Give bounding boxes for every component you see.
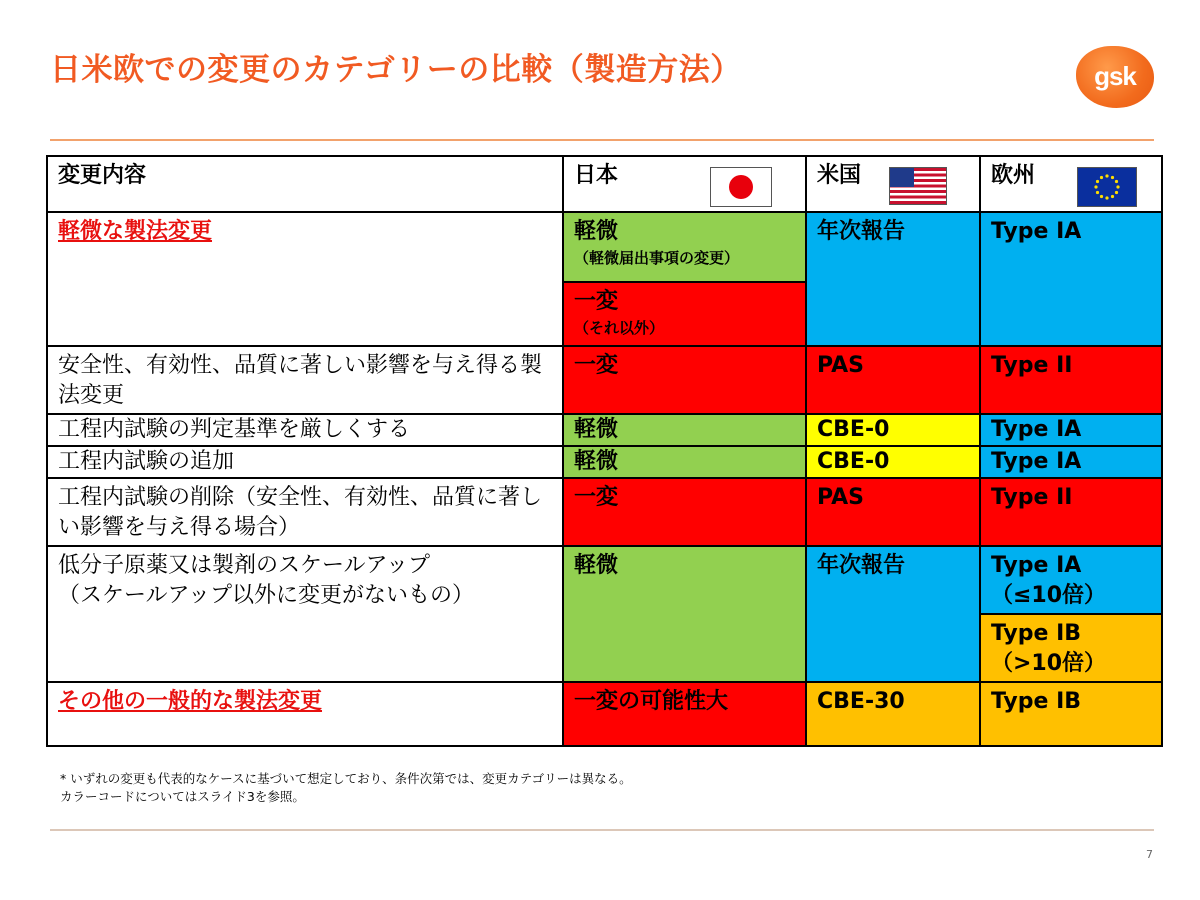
change-item: 低分子原薬又は製剤のスケールアップ （スケールアップ以外に変更がないもの） [47, 546, 563, 682]
japan-category: 一変の可能性大 [563, 682, 806, 746]
eu-category: Type II [980, 478, 1162, 546]
japan-category: 一変 [563, 478, 806, 546]
change-item: その他の一般的な製法変更 [47, 682, 563, 746]
table-row [47, 682, 1162, 746]
japan-category: 軽微 [563, 446, 806, 478]
usa-category: PAS [806, 478, 980, 546]
header-row [47, 156, 1162, 212]
japan-category: 軽微 [563, 414, 806, 446]
japan-category: 軽微 [563, 546, 806, 682]
table-row [47, 446, 1162, 478]
eu-category: Type II [980, 346, 1162, 414]
gsk-logo: gsk [1076, 46, 1154, 108]
comparison-table [46, 155, 1163, 747]
change-item: 工程内試験の判定基準を厳しくする [47, 414, 563, 446]
header-europe: 欧州 [980, 156, 1162, 212]
eu-flag-icon [1077, 167, 1137, 207]
eu-category: Type IB （>10倍） [980, 614, 1162, 682]
top-divider [50, 139, 1154, 141]
eu-category: Type IA [980, 212, 1162, 346]
table-row [47, 212, 1162, 282]
change-item: 工程内試験の追加 [47, 446, 563, 478]
usa-category: 年次報告 [806, 212, 980, 346]
table-row [47, 346, 1162, 414]
change-item: 安全性、有効性、品質に著しい影響を与え得る製法変更 [47, 346, 563, 414]
japan-category: 一変 [563, 346, 806, 414]
page-number: 7 [1146, 848, 1153, 861]
eu-category: Type IA [980, 414, 1162, 446]
japan-category: 一変 （それ以外） [563, 282, 806, 346]
header-change-content: 変更内容 [47, 156, 563, 212]
japan-category: 軽微 （軽微届出事項の変更） [563, 212, 806, 282]
table-row [47, 414, 1162, 446]
page-title: 日米欧での変更のカテゴリーの比較（製造方法） [50, 52, 742, 88]
change-item: 工程内試験の削除（安全性、有効性、品質に著しい影響を与え得る場合） [47, 478, 563, 546]
table-row [47, 546, 1162, 614]
usa-category: CBE-0 [806, 446, 980, 478]
table-row [47, 478, 1162, 546]
footnote: * いずれの変更も代表的なケースに基づいて想定しており、条件次第では、変更カテゴリーは異なる。 カラーコードについてはスライド3を参照。 [60, 771, 632, 804]
header-usa: 米国 [806, 156, 980, 212]
eu-category: Type IB [980, 682, 1162, 746]
usa-category: CBE-30 [806, 682, 980, 746]
eu-category: Type IA （≤10倍） [980, 546, 1162, 614]
japan-flag-icon [710, 167, 772, 207]
usa-category: CBE-0 [806, 414, 980, 446]
bottom-divider [50, 829, 1154, 831]
usa-category: PAS [806, 346, 980, 414]
header-japan: 日本 [563, 156, 806, 212]
usa-category: 年次報告 [806, 546, 980, 682]
usa-flag-icon [889, 167, 947, 205]
change-item: 軽微な製法変更 [47, 212, 563, 346]
eu-category: Type IA [980, 446, 1162, 478]
